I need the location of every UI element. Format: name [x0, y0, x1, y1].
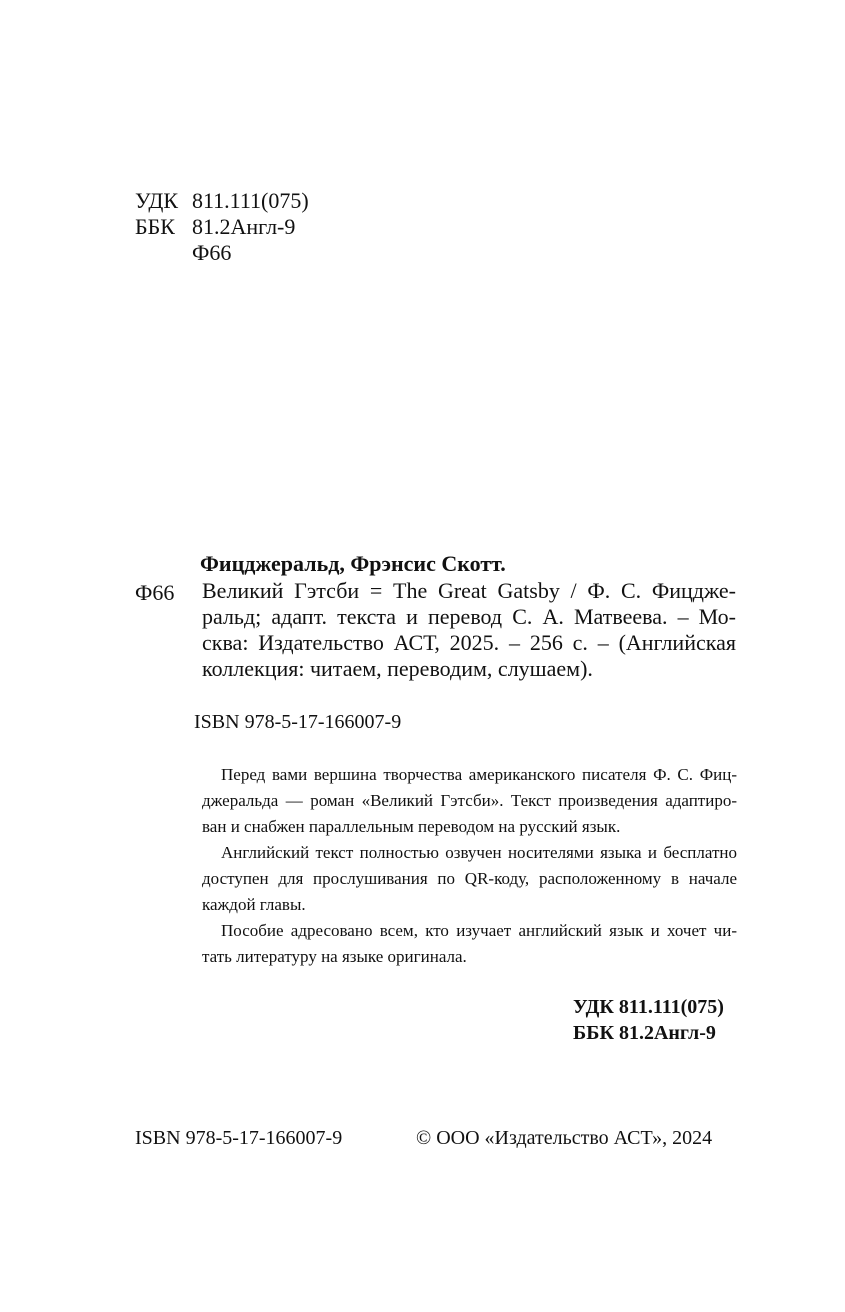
annotation-line: доступен для прослушивания по QR-коду, расположенному в начале — [202, 869, 737, 888]
bib-line: Великий Гэтсби = The Great Gatsby / Ф. С. Фицдже- — [202, 578, 736, 603]
bib-line: ральд; адапт. текста и перевод С. А. Матвеева. – Мо- — [202, 604, 736, 629]
bbk-value: 81.2Англ-9 — [192, 214, 296, 239]
annotation-line: Английский текст полностью озвучен носителями языка и бесплатно — [221, 843, 737, 862]
entry-author-code: Ф66 — [135, 580, 175, 605]
bib-line: сква: Издательство АСТ, 2025. – 256 с. – (Английская — [202, 630, 736, 655]
udk-value: 811.111(075) — [192, 188, 309, 213]
entry-isbn: ISBN 978-5-17-166007-9 — [194, 711, 402, 733]
author-heading: Фицджеральд, Фрэнсис Скотт. — [200, 551, 506, 576]
annotation — [202, 762, 737, 970]
top-classification — [135, 188, 309, 266]
author-code-top — [135, 240, 309, 266]
bib-line: коллекция: читаем, переводим, слушаем). — [202, 656, 593, 681]
udk-line — [135, 188, 309, 214]
annotation-line: Перед вами вершина творчества американского писателя Ф. С. Фиц- — [221, 765, 737, 784]
annotation-line: каждой главы. — [202, 895, 306, 914]
annotation-line: тать литературу на языке оригинала. — [202, 947, 467, 966]
bbk-line — [135, 214, 309, 240]
annotation-line: ван и снабжен параллельным переводом на русский язык. — [202, 817, 621, 836]
footer-isbn: ISBN 978-5-17-166007-9 — [135, 1127, 343, 1149]
udk-label: УДК — [135, 188, 179, 213]
bbk-bottom: ББК 81.2Англ-9 — [573, 1022, 716, 1044]
bbk-label: ББК — [135, 214, 175, 239]
annotation-line: Пособие адресовано всем, кто изучает английский язык и хочет чи- — [221, 921, 737, 940]
annotation-line: джеральда — роман «Великий Гэтсби». Текст произведения адаптиро- — [202, 791, 737, 810]
annotation-paragraph — [202, 762, 737, 840]
bottom-classification — [573, 994, 724, 1046]
footer-copyright: © ООО «Издательство АСТ», 2024 — [416, 1127, 713, 1149]
annotation-paragraph — [202, 840, 737, 918]
author-code-value: Ф66 — [192, 240, 232, 265]
udk-bottom: УДК 811.111(075) — [573, 996, 724, 1018]
bibliographic-description — [202, 578, 736, 682]
annotation-paragraph — [202, 918, 737, 970]
